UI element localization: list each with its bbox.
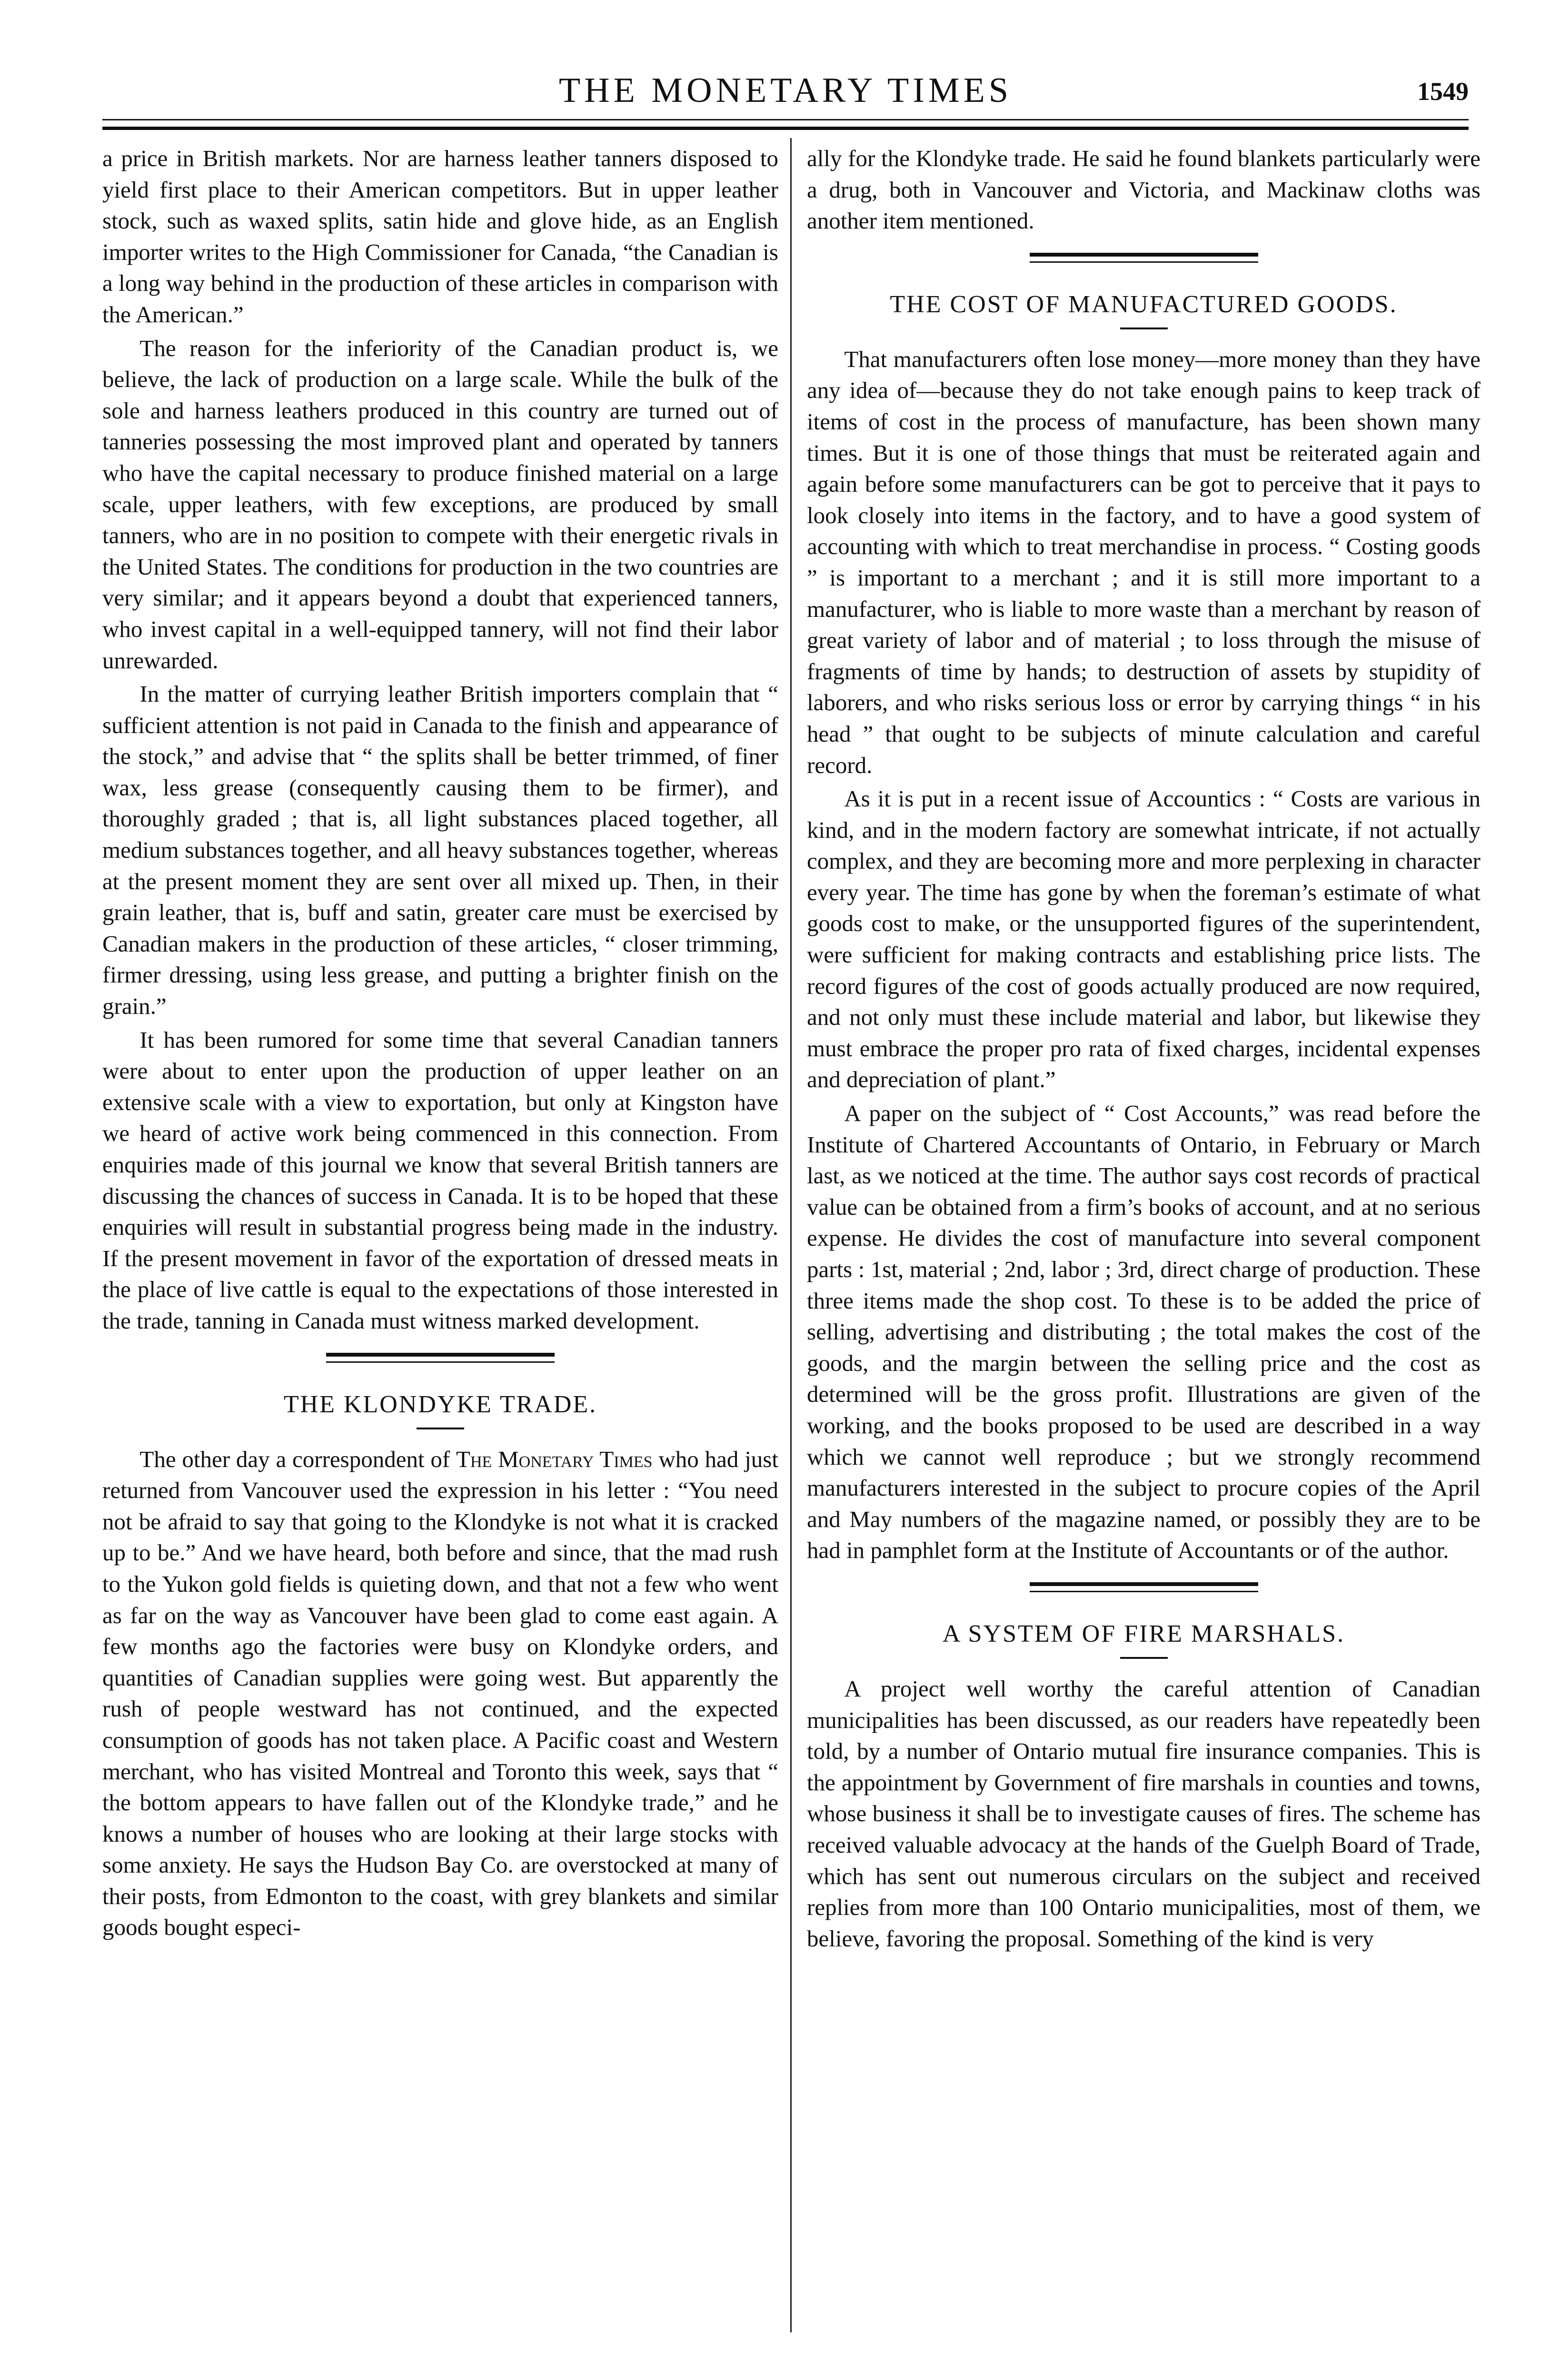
klondyke-section-header	[102, 1353, 778, 1429]
leather-paragraph-1: a price in British markets. Nor are harness leather tanners disposed to yield first place to their American competitors. But in upper leather stock, such as waxed splits, satin hide and glove hide, as an English importer writes to the High Commissioner for Canada, “the Canadian is a long way behind in the production of these articles in comparison with the American.”	[102, 145, 778, 327]
page-number: 1549	[1417, 77, 1469, 106]
cost-paragraph-2: As it is put in a recent issue of Accountics : “ Costs are various in kind, and in the modern factory are somewhat intricate, if not actually complex, and they are becoming more and more perplexing in character every year. The time has gone by when the foreman’s estimate of what goods cost to make, or the unsupported figures of the superintendent, were sufficient for making contracts and establishing price lists. The record figures of the cost of goods actually produced are now required, and not only must these include material and labor, but likewise they must embrace the proper pro rata of fixed charges, incidental expenses and depreciation of plant.”	[807, 785, 1481, 1093]
klondyke-heading: THE KLONDYKE TRADE.	[283, 1390, 597, 1418]
section-double-rule	[1030, 1582, 1258, 1592]
masthead	[102, 71, 1469, 109]
klondyke-text-start: The other day a correspondent of	[139, 1446, 457, 1472]
klondyke-paragraph-1	[102, 1444, 778, 1944]
section-double-rule	[1030, 253, 1258, 263]
cost-paragraph-3: A paper on the subject of “ Cost Accounts,” was read before the Institute of Chartered Accountants of Ontario, in February or March last, as we noticed at the time. The author says cost records of practical value can be obtained from a firm’s books of account, and at no serious expense. He divides the cost of manufacture into several component parts : 1st, material ; 2nd, labor ; 3rd, direct charge of production. These three items made the shop cost. To these is to be added the price of selling, advertising and distributing ; the total makes the cost of the goods, and the margin between the selling price and the cost as determined will be the gross profit. Illustrations are given of the working, and the books proposed to be used are described in a way which we cannot well reproduce ; but we strongly recommend manufacturers interested in the subject to procure copies of the April and May numbers of the magazine named, or possibly they are to be had in pamphlet form at the Institute of Accountants or of the author.	[807, 1100, 1481, 1564]
klondyke-continuation: ally for the Klondyke trade. He said he found blankets particularly were a drug, both in Vancouver and Victoria, and Mackinaw cloths was another item mentioned.	[807, 145, 1481, 234]
klondyke-text-rest: who had just returned from Vancouver used the expression in his letter : “You need not be afraid to say that going to the Klondyke is not what it is cracked up to be.” And we have heard, both before and since, that the mad rush to the Yukon gold fields is quieting down, and that not a few who went as far on the way as Vancouver have been glad to come east again. A few months ago the factories were busy on Klondyke orders, and quantities of Canadian supplies were going west. But apparently the rush of people westward has not continued, and the expected consumption of goods has not taken place. A Pacific coast and Western merchant, who has visited Montreal and Toronto this week, says that “ the bottom appears to have fallen out of the Klondyke trade,” and he knows a number of houses who are looking at their large stocks with some anxiety. He says the Hudson Bay Co. are overstocked at many of their posts, from Edmonton to the coast, with grey blankets and similar goods bought especi-	[102, 1446, 778, 1941]
section-double-rule	[326, 1353, 555, 1363]
leather-paragraph-4: It has been rumored for some time that several Canadian tanners were about to enter upon the production of upper leather on an extensive scale with a view to exportation, but only at Kingston have we heard of active work being commenced in this connection. From enquiries made of this journal we know that several British tanners are discussing the chances of success in Canada. It is to be hoped that these enquiries will result in substantial progress being made in the industry. If the present movement in favor of the exportation of dressed meats in the place of live cattle is equal to the expectations of those interested in the trade, tanning in Canada must witness marked development.	[102, 1026, 778, 1334]
fire-section-header	[807, 1582, 1481, 1659]
fire-paragraph-1: A project well worthy the careful attention of Canadian municipalities has been discussed, as our readers have repeatedly been told, by a number of Ontario mutual fire insurance companies. This is the appointment by Government of fire marshals in counties and towns, whose business it shall be to investigate causes of fires. The scheme has received valuable advocacy at the hands of the Guelph Board of Trade, which has sent out numerous circulars on the subject and received replies from more than 100 Ontario municipalities, most of them, we believe, favoring the proposal. Something of the kind is very	[807, 1675, 1481, 1952]
section-dash	[1120, 1657, 1168, 1659]
fire-heading: A SYSTEM OF FIRE MARSHALS.	[942, 1620, 1345, 1647]
leather-paragraph-3: In the matter of currying leather British importers complain that “ sufficient attention is not paid in Canada to the finish and appearance of the stock,” and advise that “ the splits shall be better trimmed, of finer wax, less grease (consequently causing them to be firmer), and thoroughly graded ; that is, all light substances placed together, all medium substances together, and all heavy substances together, whereas at the present moment they are sent over all mixed up. Then, in their grain leather, that is, buff and satin, greater care must be exercised by Canadian makers in the production of these articles, “ closer trimming, firmer dressing, using less grease, and putting a brighter finish on the grain.”	[102, 681, 778, 1020]
header-rule-thick	[102, 127, 1469, 130]
publication-name: The Monetary Times	[456, 1446, 653, 1472]
column-divider	[790, 138, 792, 2332]
cost-heading: THE COST OF MANUFACTURED GOODS.	[890, 290, 1398, 318]
header-rule-thin	[102, 119, 1469, 120]
section-dash	[417, 1428, 464, 1429]
cost-paragraph-1: That manufacturers often lose money—more money than they have any idea of—because they do not take enough pains to keep track of items of cost in the process of manufacture, has been shown many times. But it is one of those things that must be reiterated again and again before some manufacturers can be got to perceive that it pays to look closely into items in the factory, and to have a good system of accounting with which to treat merchandise in process. “ Costing goods ” is important to a merchant ; and it is still more important to a manufacturer, who is liable to more waste than a merchant by reason of great variety of labor and of material ; to loss through the misuse of fragments of time by hands; to destruction of assets by stupidity of laborers, and who risks serious loss or error by carrying things “ in his head ” that ought to be subjects of minute calculation and careful record.	[807, 346, 1481, 778]
cost-section-header	[807, 253, 1481, 329]
left-column	[102, 143, 778, 1943]
right-column	[807, 143, 1481, 1954]
publication-title: THE MONETARY TIMES	[558, 71, 1013, 110]
leather-paragraph-2: The reason for the inferiority of the Canadian product is, we believe, the lack of production on a large scale. While the bulk of the sole and harness leathers produced in this country are turned out of tanneries possessing the most improved plant and operated by tanners who have the capital necessary to produce finished material on a large scale, upper leathers, with few exceptions, are produced by small tanners, who are in no position to compete with their energetic rivals in the United States. The conditions for production in the two countries are very similar; and it appears beyond a doubt that experienced tanners, who invest capital in a well-equipped tannery, will not find their labor unrewarded.	[102, 335, 778, 674]
section-dash	[1120, 327, 1168, 329]
